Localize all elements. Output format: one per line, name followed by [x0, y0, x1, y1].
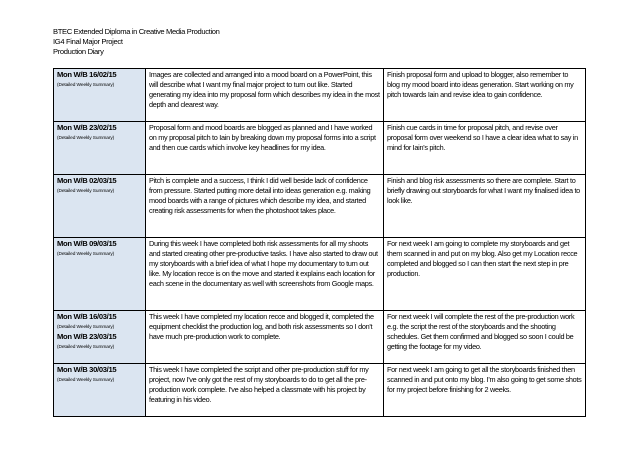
table-row [54, 238, 586, 311]
week-subtitle: (Detailed Weekly Summary) [57, 136, 115, 142]
summary-cell: During this week I have completed both risk assessments for all my shoots and started creating other pre-productive tasks. I have also started to draw out my storyboards with a brief idea of what I hope my documentary to turn out like. My location recce is on the move and started it explains each location for each scene in the documentary as well with screenshots from Google maps. [146, 238, 384, 311]
week-date: Mon W/B 23/03/15 [57, 332, 117, 342]
next-steps-cell: For next week I am going to get all the storyboards finished then scanned in and put onto my blog. I'm also going to get some shots for my project before finishing for 2 weeks. [384, 364, 586, 417]
summary-cell: This week I have completed my location recce and blogged it, completed the equipment checklist the production log, and both risk assessments so I don't have much pre-production work to complete. [146, 311, 384, 364]
week-subtitle: (Detailed Weekly Summary) [57, 378, 115, 384]
week-cell [54, 122, 146, 175]
week-subtitle: (Detailed Weekly Summary) [57, 252, 115, 258]
table-row [54, 311, 586, 364]
next-steps-cell: For next week I will complete the rest of the pre-production work e.g. the script the rest of the storyboards and the shooting schedules. Get them confirmed and blogged so soon I could be getting the footage for my video. [384, 311, 586, 364]
week-date: Mon W/B 09/03/15 [57, 239, 117, 248]
summary-cell: Pitch is complete and a success, I think I did well beside lack of confidence from pressure. Started putting more detail into ideas generation e.g. making mood boards with a range of pictures which describe my idea, and started creating risk assessments for when the photoshoot takes place. [146, 175, 384, 238]
table-row [54, 364, 586, 417]
next-steps-cell: Finish and blog risk assessments so there are complete. Start to briefly drawing out storyboards for what I want my finalised idea to look like. [384, 175, 586, 238]
week-date: Mon W/B 30/03/15 [57, 365, 117, 374]
next-steps-cell: Finish proposal form and upload to blogger, also remember to blog my mood board into ideas generation. Start working on my pitch towards Iain and revise idea to gain confidence. [384, 69, 586, 122]
table-row [54, 69, 586, 122]
diary-table [53, 68, 586, 417]
week-date: Mon W/B 23/02/15 [57, 123, 117, 132]
summary-cell: Proposal form and mood boards are blogged as planned and I have worked on my proposal pitch to Iain by breaking down my proposal forms into a script and then cue cards which involve key headlines for my idea. [146, 122, 384, 175]
week-cell [54, 364, 146, 417]
week-cell [54, 311, 146, 364]
table-row [54, 175, 586, 238]
week-date: Mon W/B 16/03/15 [57, 312, 117, 321]
week-cell [54, 238, 146, 311]
week-subtitle: (Detailed Weekly Summary) [57, 345, 115, 351]
next-steps-cell: For next week I am going to complete my storyboards and get them scanned in and put on my blog. Also get my Location recce completed and blogged so I can then start the next step in pre production. [384, 238, 586, 311]
table-row [54, 122, 586, 175]
diary-title: Production Diary [53, 47, 104, 57]
next-steps-cell: Finish cue cards in time for proposal pitch, and revise over proposal form over weekend so I have a clear idea what to say in mind for Iain's pitch. [384, 122, 586, 175]
document-header [53, 27, 220, 58]
project-title: IG4 Final Major Project [53, 37, 123, 47]
summary-cell: Images are collected and arranged into a mood board on a PowerPoint, this will describe what I want my final major project to turn out like. Started generating my idea into my proposal form which describes my idea in the most depth and clearest way. [146, 69, 384, 122]
course-title: BTEC Extended Diploma in Creative Media Production [53, 27, 220, 36]
week-date: Mon W/B 02/03/15 [57, 176, 117, 185]
week-cell [54, 69, 146, 122]
week-date: Mon W/B 16/02/15 [57, 70, 117, 79]
week-subtitle: (Detailed Weekly Summary) [57, 83, 115, 89]
summary-cell: This week I have completed the script and other pre-production stuff for my project, now I've only got the rest of my storyboards to do to get all the pre-production work complete. I've also helped a classmate with his project by featuring in his video. [146, 364, 384, 417]
week-cell [54, 175, 146, 238]
week-subtitle: (Detailed Weekly Summary) [57, 325, 115, 331]
week-subtitle: (Detailed Weekly Summary) [57, 189, 115, 195]
